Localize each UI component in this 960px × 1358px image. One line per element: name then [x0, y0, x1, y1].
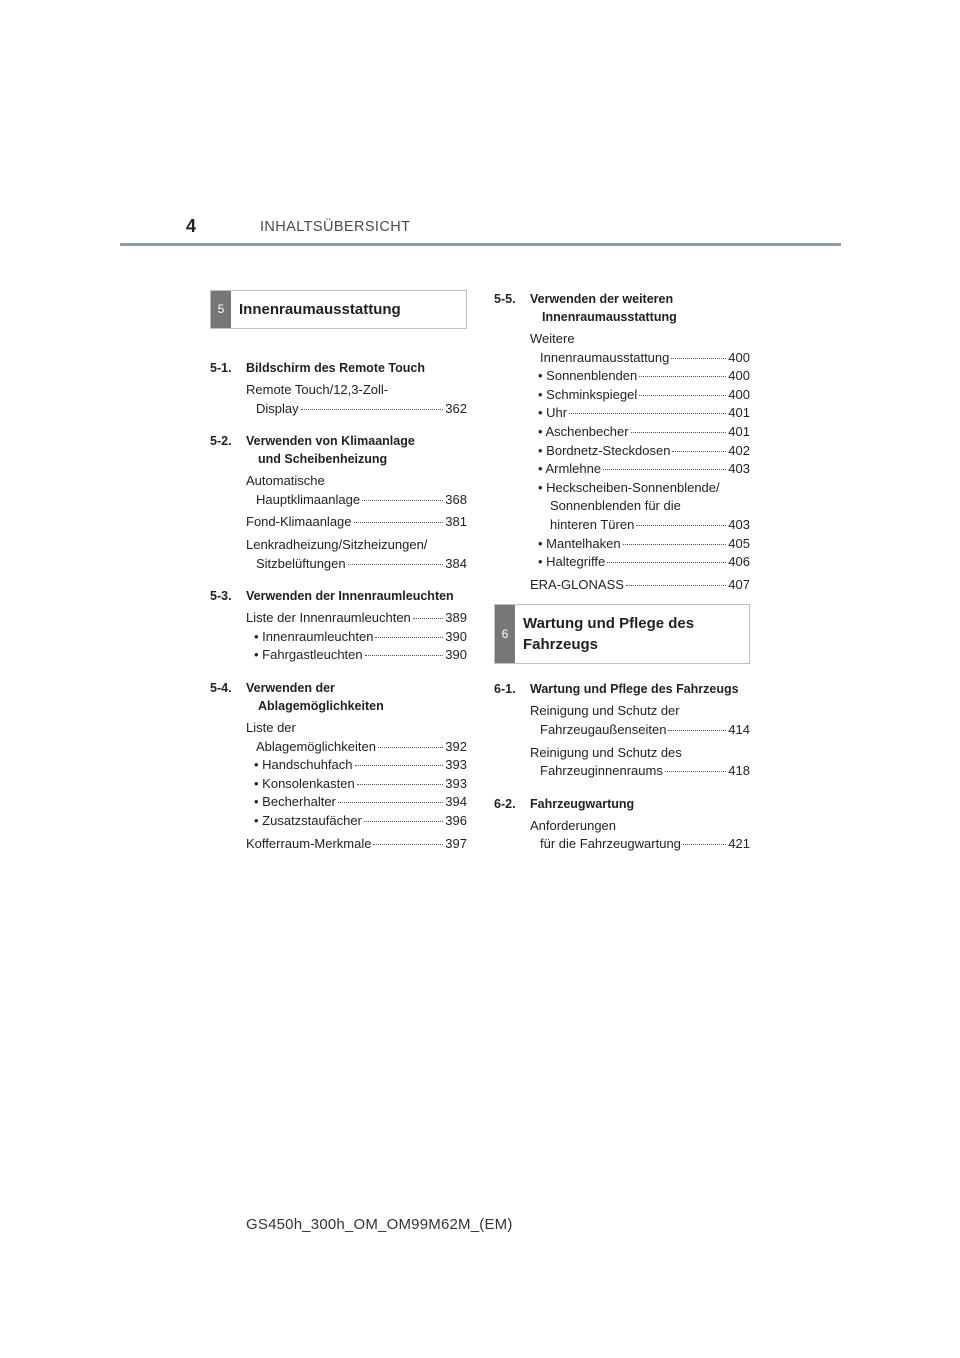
page-ref: 414: [728, 721, 750, 737]
chapter-heading: [210, 432, 467, 468]
toc-entry-row[interactable]: [530, 404, 750, 423]
entry-label: Hauptklimaanlage: [256, 491, 361, 507]
toc-entry-row[interactable]: [246, 646, 467, 665]
entry-label: • Mantelhaken: [538, 535, 621, 551]
page-ref: 390: [445, 647, 467, 663]
dot-leader: [375, 637, 443, 638]
toc-entry-row[interactable]: [530, 553, 750, 572]
dot-leader: [378, 747, 443, 748]
entry-label: • Armlehne: [538, 461, 602, 477]
entry-label: • Uhr: [538, 405, 568, 421]
dot-leader: [626, 585, 726, 586]
toc-entry-row[interactable]: [530, 721, 750, 740]
dot-leader: [668, 730, 726, 731]
chapter-number: 5-4.: [210, 680, 232, 695]
page-ref: 396: [445, 812, 467, 828]
entry-line: Lenkradheizung/Sitzheizungen/: [246, 536, 428, 552]
toc-entry-row[interactable]: [530, 576, 750, 595]
toc-entry: [246, 536, 467, 573]
toc-entry-row[interactable]: [246, 513, 467, 532]
chapter-title-line: Verwenden von Klimaanlage: [246, 434, 415, 449]
entry-label: hinteren Türen: [550, 516, 635, 532]
entry-line: Reinigung und Schutz des: [530, 744, 682, 760]
page-header: [0, 0, 960, 250]
dot-leader: [671, 358, 726, 359]
entry-label: • Handschuhfach: [254, 757, 353, 773]
toc-entry-row[interactable]: [246, 756, 467, 775]
dot-leader: [607, 562, 726, 563]
page-ref: 400: [728, 349, 750, 365]
page-ref: 381: [445, 514, 467, 530]
chapter-title-line: Ablagemöglichkeiten: [258, 698, 384, 713]
entry-line: • Heckscheiben-Sonnenblende/: [538, 479, 720, 495]
dot-leader: [355, 765, 444, 766]
page-number: 4: [186, 216, 197, 236]
header-rule: [120, 243, 841, 246]
chapter-number: 5-1.: [210, 361, 232, 375]
header-title: INHALTSÜBERSICHT: [260, 219, 411, 235]
dot-leader: [354, 522, 444, 523]
page-ref: 401: [728, 423, 750, 439]
toc-entry-row[interactable]: [246, 793, 467, 812]
entry-label: • Schminkspiegel: [538, 386, 638, 402]
dot-leader: [603, 469, 726, 470]
toc-entry: [246, 472, 467, 509]
entry-label: • Fahrgastleuchten: [254, 647, 363, 663]
page-ref: 405: [728, 535, 750, 551]
toc-entry-row[interactable]: [530, 423, 750, 442]
page-ref: 421: [728, 836, 750, 852]
chapter-heading: [494, 290, 750, 326]
entry-label: Sitzbelüftungen: [256, 555, 346, 571]
page-ref: 401: [728, 405, 750, 421]
toc-entry-row[interactable]: [530, 367, 750, 386]
chapter-title-line: Fahrzeugwartung: [530, 796, 635, 811]
chapter-title-line: Verwenden der Innenraumleuchten: [246, 589, 454, 604]
chapter-heading: [210, 679, 467, 715]
toc-right-column: [494, 290, 750, 854]
chapter-title-line: und Scheibenheizung: [258, 452, 388, 467]
page-ref: 400: [728, 368, 750, 384]
chapter-title: [530, 795, 750, 813]
toc-entry-row[interactable]: [530, 535, 750, 554]
dot-leader: [357, 784, 444, 785]
dot-leader: [683, 844, 726, 845]
entry-line: Remote Touch/12,3-Zoll-: [246, 382, 389, 397]
toc-entry-row[interactable]: [530, 386, 750, 405]
dot-leader: [338, 802, 443, 803]
entry-line: Liste der: [246, 719, 296, 735]
section-title: [515, 605, 702, 663]
chapter-entries: [530, 817, 750, 854]
entry-label: Fond-Klimaanlage: [246, 514, 352, 530]
entry-label: • Aschenbecher: [538, 423, 629, 439]
entry-line: Reinigung und Schutz der: [530, 703, 680, 719]
toc-entry-row[interactable]: [246, 555, 467, 574]
toc-entry-row[interactable]: [246, 628, 467, 647]
page-ref: 390: [445, 628, 467, 644]
dot-leader: [364, 821, 443, 822]
dot-leader: [373, 844, 443, 845]
toc-entry-row[interactable]: [530, 516, 750, 535]
chapter-title-line: Verwenden der weiteren: [530, 292, 674, 306]
dot-leader: [639, 395, 726, 396]
entry-label: Ablagemöglichkeiten: [256, 738, 376, 754]
toc-entry: [530, 702, 750, 739]
toc-entry: [246, 609, 467, 665]
toc-entry-row[interactable]: [246, 609, 467, 628]
toc-left-column: [210, 290, 467, 853]
entry-label: • Bordnetz-Steckdosen: [538, 442, 671, 458]
page-ref: 406: [728, 554, 750, 570]
chapter-entries: [246, 472, 467, 573]
page-ref: 392: [445, 738, 467, 754]
page-ref: 362: [445, 400, 467, 416]
section-title-line: Fahrzeugs: [523, 636, 599, 654]
entry-label: Fahrzeuginnenraums: [540, 763, 663, 779]
toc-entry: [530, 744, 750, 781]
chapter-title: [530, 680, 750, 698]
chapter-title: [246, 679, 467, 715]
dot-leader: [639, 376, 726, 377]
chapter-heading: [494, 680, 750, 698]
page-ref: 400: [728, 386, 750, 402]
chapter-number: 5-2.: [210, 434, 232, 449]
section-5-box[interactable]: [210, 290, 467, 329]
chapter-entries: [530, 702, 750, 780]
chapter-heading: [494, 795, 750, 813]
page-ref: 403: [728, 516, 750, 532]
toc-entry: [530, 817, 750, 854]
page-ref: 368: [445, 491, 467, 507]
page-ref: 393: [445, 775, 467, 791]
page-ref: 403: [728, 461, 750, 477]
dot-leader: [672, 451, 726, 452]
toc-entry: [246, 719, 467, 831]
entry-label: Innenraumausstattung: [540, 349, 670, 365]
entry-label: • Haltegriffe: [538, 554, 606, 570]
chapter-title-line: Wartung und Pflege des Fahrzeugs: [530, 682, 739, 697]
dot-leader: [365, 655, 444, 656]
chapter-number: 5-5.: [494, 292, 516, 306]
entry-label: • Innenraumleuchten: [254, 628, 374, 644]
toc-entry-row[interactable]: [530, 442, 750, 461]
entry-label: • Becherhalter: [254, 794, 336, 810]
section-title: Innenraumausstattung: [239, 301, 401, 318]
entry-label: ERA-GLONASS: [530, 576, 624, 592]
entry-label: für die Fahrzeugwartung: [540, 836, 681, 852]
dot-leader: [362, 500, 443, 501]
toc-entry-row[interactable]: [246, 400, 467, 419]
page-ref: 389: [445, 610, 467, 626]
toc-entry: [246, 835, 467, 854]
dot-leader: [636, 525, 726, 526]
chapter-title: [246, 587, 467, 605]
chapter-title-line: Verwenden der: [246, 680, 335, 695]
chapter-heading: [210, 359, 467, 377]
entry-line: Anforderungen: [530, 817, 617, 833]
page-ref: 384: [445, 555, 467, 571]
chapter-entries: [246, 609, 467, 665]
chapter-heading: [210, 587, 467, 605]
toc-entry: [530, 330, 750, 572]
chapter-number: 6-2.: [494, 796, 516, 811]
entry-label: Kofferraum-Merkmale: [246, 835, 372, 851]
chapter-title: [246, 432, 467, 468]
toc-entry-row[interactable]: [530, 460, 750, 479]
page-ref: 418: [728, 763, 750, 779]
toc-entry-row[interactable]: [530, 762, 750, 781]
toc-entry: [246, 381, 467, 418]
chapter-number: 6-1.: [494, 682, 516, 697]
chapter-title: [246, 359, 467, 377]
chapter-number: 5-3.: [210, 589, 232, 604]
chapter-entries: [246, 381, 467, 418]
entry-line: Automatische: [246, 473, 325, 489]
toc-entry-row[interactable]: [246, 775, 467, 794]
toc-entry-row[interactable]: [246, 835, 467, 854]
entry-label: • Sonnenblenden: [538, 368, 638, 384]
section-6-box[interactable]: [494, 604, 750, 664]
entry-label: Fahrzeugaußenseiten: [540, 721, 667, 737]
section-number: 6: [495, 605, 515, 663]
page-ref: 393: [445, 757, 467, 773]
toc-entry: [246, 513, 467, 532]
entry-label: Liste der Innenraumleuchten: [246, 610, 411, 626]
page-ref: 402: [728, 442, 750, 458]
toc-entry-row[interactable]: [530, 835, 750, 854]
entry-line: Sonnenblenden für die: [550, 498, 681, 514]
entry-label: • Zusatzstaufächer: [254, 812, 362, 828]
chapter-title: [530, 290, 750, 326]
dot-leader: [413, 618, 444, 619]
dot-leader: [301, 409, 444, 410]
toc-entry-row[interactable]: [246, 491, 467, 510]
entry-label: Display: [256, 400, 299, 416]
chapter-entries: [246, 719, 467, 853]
page-ref: 407: [728, 576, 750, 592]
chapter-entries: [530, 330, 750, 594]
toc-entry-row[interactable]: [530, 349, 750, 368]
chapter-title-line: Bildschirm des Remote Touch: [246, 361, 425, 375]
dot-leader: [348, 564, 444, 565]
dot-leader: [631, 432, 727, 433]
chapter-title-line: Innenraumausstattung: [542, 310, 677, 324]
section-title-line: Wartung und Pflege des: [523, 615, 695, 633]
document-code: GS450h_300h_OM_OM99M62M_(EM): [246, 1216, 513, 1233]
dot-leader: [623, 544, 727, 545]
section-number: 5: [211, 291, 231, 328]
entry-label: • Konsolenkasten: [254, 775, 355, 791]
toc-entry-row[interactable]: [246, 812, 467, 831]
dot-leader: [665, 771, 726, 772]
toc-entry-row[interactable]: [246, 738, 467, 757]
page-ref: 394: [445, 794, 467, 810]
entry-line: Weitere: [530, 331, 575, 346]
dot-leader: [569, 413, 726, 414]
toc-entry: [530, 576, 750, 595]
page-ref: 397: [445, 835, 467, 851]
